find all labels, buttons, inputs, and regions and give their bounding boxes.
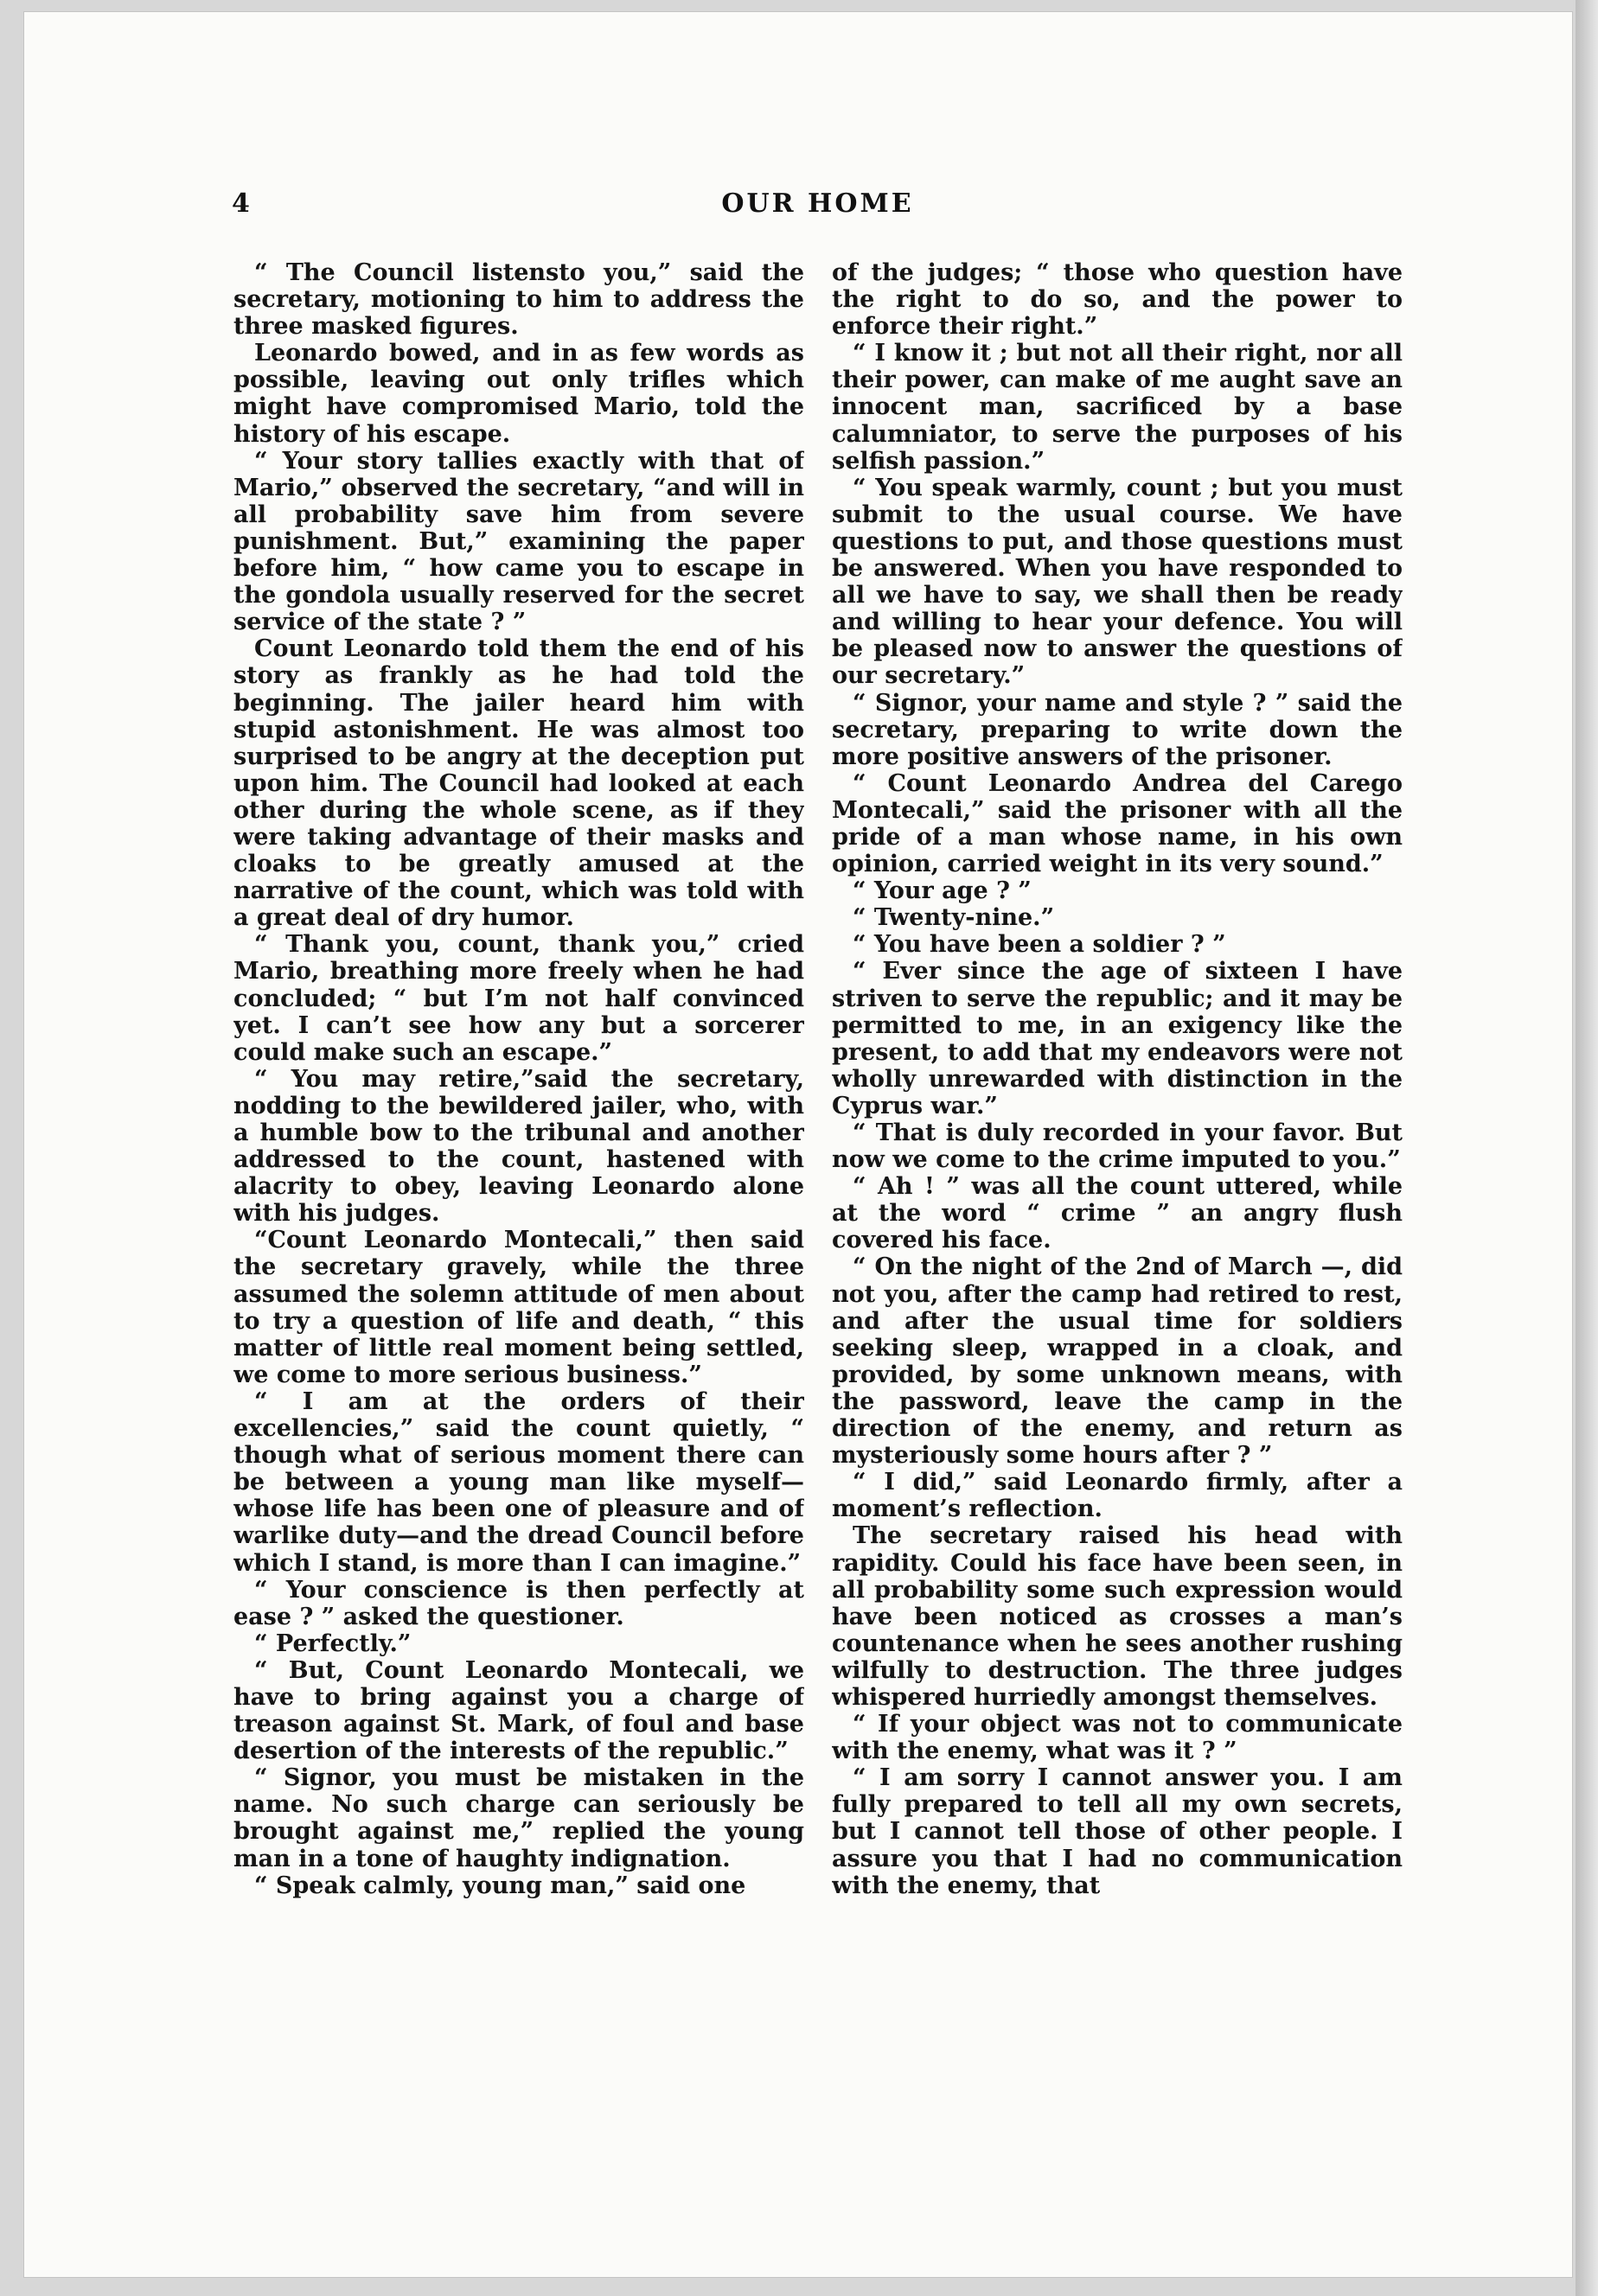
scan-edge <box>1576 0 1598 2296</box>
right-column <box>832 259 1403 2092</box>
paragraph: “ I am at the orders of their excellencies,” said the count quietly, “ though what of serious moment there can be between a young man like myself—whose life has been one of pleasure and of warlike duty—and the dread Council before which I stand, is more than I can imagine.” <box>233 1387 804 1577</box>
paragraph: “ You speak warmly, count ; but you must submit to the usual course. We have questions to put, and those questions must be answered. When you have responded to all we have to say, we shall then be ready and willing to hear your defence. You will be pleased now to answer the questions of our secretary.” <box>832 474 1403 690</box>
paragraph: Leonardo bowed, and in as few words as possible, leaving out only trifles which might have compromised Mario, told the history of his escape. <box>233 340 804 448</box>
paragraph: The secretary raised his head with rapidity. Could his face have been seen, in all probability some such expression would have been noticed as crosses a man’s countenance when he sees another rushing wilfully to destruction. The three judges whispered hurriedly amongst themselves. <box>832 1522 1403 1711</box>
paragraph: “ Signor, you must be mistaken in the name. No such charge can seriously be brought against me,” replied the young man in a tone of haughty indignation. <box>233 1764 804 1872</box>
paragraph: Count Leonardo told them the end of his story as frankly as he had told the beginning. The jailer heard him with stupid astonishment. He was almost too surprised to be angry at the deception put upon him. The Council had looked at each other during the whole scene, as if they were taking advantage of their masks and cloaks to be greatly amused at the narrative of the count, which was told with a great deal of dry humor. <box>233 635 804 932</box>
paragraph: “ Speak calmly, young man,” said one <box>254 1872 746 1899</box>
paragraph: “ Ah ! ” was all the count uttered, while at the word “ crime ” an angry flush covered his face. <box>832 1173 1403 1254</box>
paragraph: “ Your conscience is then perfectly at ease ? ” asked the questioner. <box>233 1576 804 1630</box>
running-title: OUR HOME <box>721 188 914 219</box>
paragraph: “ Your story tallies exactly with that of Mario,” observed the secretary, “and will in all probability save him from severe punishment. But,” examining the paper before him, “ how came you to escape in the gondola usually reserved for the secret service of the state ? ” <box>233 447 804 636</box>
paragraph: “ On the night of the 2nd of March —, did not you, after the camp had retired to rest, and after the usual time for soldiers seeking sleep, wrapped in a cloak, and provided, by some unknown means, with the password, leave the camp in the direction of the enemy, and return as mysteriously some hours after ? ” <box>832 1253 1403 1470</box>
paragraph: “ I did,” said Leonardo firmly, after a moment’s reflection. <box>832 1469 1403 1523</box>
paragraph: “ You may retire,”said the secretary, nodding to the bewildered jailer, who, with a humble bow to the tribunal and another addressed to the count, hastened with alacrity to obey, leaving Leonardo alone with his judges. <box>233 1065 804 1228</box>
left-column <box>233 259 804 2092</box>
paragraph-continuation: of the judges; “ those who question have the right to do so, and the power to enforce their right.” <box>832 259 1403 341</box>
paragraph: “Count Leonardo Montecali,” then said the secretary gravely, while the three assumed the solemn attitude of men about to try a question of life and death, “ this matter of little real moment being settled, we come to more serious business.” <box>233 1227 804 1388</box>
page-header <box>232 188 1403 230</box>
paragraph: “ Your age ? ” <box>853 877 1032 905</box>
paragraph: “ But, Count Leonardo Montecali, we have to bring against you a charge of treason against St. Mark, of foul and base desertion of the interests of the republic.” <box>233 1656 804 1765</box>
paragraph: “ If your object was not to communicate with the enemy, what was it ? ” <box>832 1711 1403 1765</box>
paragraph: “ You have been a soldier ? ” <box>853 931 1226 959</box>
paragraph: “ Perfectly.” <box>254 1630 412 1657</box>
paragraph: “ Thank you, count, thank you,” cried Mario, breathing more freely when he had concluded; “ but I’m not half convinced yet. I can’t see how any but a sorcerer could make such an escape.” <box>233 931 804 1066</box>
page-number: 4 <box>232 188 250 219</box>
paragraph: “ I know it ; but not all their right, nor all their power, can make of me aught save an innocent man, sacrificed by a base calumniator, to serve the purposes of his selfish passion.” <box>832 340 1403 475</box>
paragraph: “ That is duly recorded in your favor. But now we come to the crime imputed to you.” <box>832 1119 1403 1174</box>
paragraph: “ Signor, your name and style ? ” said the secretary, preparing to write down the more positive answers of the prisoner. <box>832 689 1403 770</box>
paragraph: “ Twenty-nine.” <box>853 904 1055 932</box>
paragraph: “ I am sorry I cannot answer you. I am fully prepared to tell all my own secrets, but I cannot tell those of other people. I assure you that I had no communication with the enemy, that <box>832 1764 1403 1899</box>
paragraph: “ Ever since the age of sixteen I have striven to serve the republic; and it may be permitted to me, in an exigency like the present, to add that my endeavors were not wholly unrewarded with distinction in the Cyprus war.” <box>832 958 1403 1119</box>
paragraph: “ Count Leonardo Andrea del Carego Montecali,” said the prisoner with all the pride of a man whose name, in his own opinion, carried weight in its very sound.” <box>832 769 1403 878</box>
paragraph: “ The Council listensto you,” said the secretary, motioning to him to address the three masked figures. <box>233 259 804 341</box>
